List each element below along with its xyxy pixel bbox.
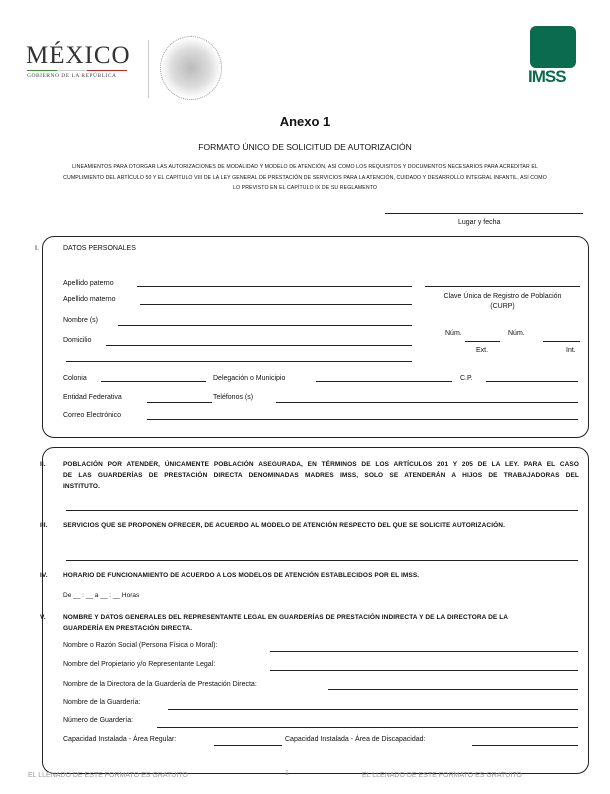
intro-line: CUMPLIMIENTO DEL ARTÍCULO 50 Y EL CAPÍTULO VIII DE LA LEY GENERAL DE PRESTACIÓN DE SERVICIOS PARA LA ATENCIÓN, CUIDADO Y DESARROLLO INTEGRAL INFANTIL, ASÍ COMO	[63, 175, 547, 181]
label-apellido-paterno: Apellido paterno	[63, 280, 114, 287]
label-int: Int.	[566, 347, 576, 354]
place-date-field[interactable]	[385, 213, 583, 214]
delegacion-field[interactable]	[316, 381, 452, 382]
curp-field[interactable]	[425, 286, 580, 287]
label-guarderia: Nombre de la Guardería:	[63, 699, 141, 706]
place-date-label: Lugar y fecha	[458, 219, 501, 226]
section-text: GUARDERÍA EN PRESTACIÓN DIRECTA.	[63, 625, 193, 632]
population-field[interactable]	[66, 510, 578, 511]
footer-right: EL LLENADO DE ESTE FORMATO ES GRATUITO	[362, 772, 522, 779]
domicilio-field-2[interactable]	[66, 361, 412, 362]
section-service-data	[42, 447, 589, 774]
national-seal-icon	[160, 36, 222, 100]
colonia-field[interactable]	[101, 381, 206, 382]
correo-field[interactable]	[147, 419, 578, 420]
imss-logo-text: IMSS	[528, 67, 566, 86]
section-text: HORARIO DE FUNCIONAMIENTO DE ACUERDO A LOS MODELOS DE ATENCIÓN ESTABLECIDOS POR EL IMSS.	[63, 572, 420, 579]
label-num-int: Núm.	[508, 330, 525, 337]
capacidad-regular-field[interactable]	[214, 745, 282, 746]
label-cp: C.P.	[460, 375, 473, 382]
domicilio-field[interactable]	[106, 345, 412, 346]
section-number: IV.	[40, 572, 48, 579]
section-text: NOMBRE Y DATOS GENERALES DEL REPRESENTANTE LEGAL EN GUARDERÍAS DE PRESTACIÓN INDIRECTA Y DE LA DIRECTORA DE LA	[63, 614, 509, 621]
entidad-field[interactable]	[147, 402, 212, 403]
schedule-field[interactable]: De __ : __ a __ : __ Horas	[63, 592, 140, 599]
section-number: V.	[40, 614, 46, 621]
nombre-field[interactable]	[118, 325, 412, 326]
divider	[148, 40, 149, 98]
directora-field[interactable]	[328, 689, 578, 690]
label-entidad: Entidad Federativa	[63, 394, 122, 401]
label-curp-abbr: (CURP)	[490, 303, 515, 310]
razon-social-field[interactable]	[270, 651, 578, 652]
label-apellido-materno: Apellido materno	[63, 296, 116, 303]
label-directora: Nombre de la Directora de la Guardería de Prestación Directa:	[63, 681, 257, 688]
intro-line: LINEAMIENTOS PARA OTORGAR LAS AUTORIZACIONES DE MODALIDAD Y MODELO DE ATENCIÓN, ASÍ COMO LOS REQUISITOS Y DOCUMENTOS NECESARIOS PARA ACREDITAR EL	[72, 164, 538, 170]
intro-line: LO PREVISTO EN EL CAPÍTULO IX DE SU REGLAMENTO	[232, 185, 378, 191]
section-text: INSTITUTO.	[63, 483, 100, 490]
label-colonia: Colonia	[63, 375, 87, 382]
services-field[interactable]	[66, 560, 578, 561]
num-ext-field[interactable]	[465, 341, 500, 342]
numero-guarderia-field[interactable]	[157, 727, 578, 728]
footer-left: EL LLENADO DE ESTE FORMATO ES GRATUITO	[28, 772, 188, 779]
section-text: POBLACIÓN POR ATENDER, ÚNICAMENTE POBLACIÓN ASEGURADA, EN TÉRMINOS DE LOS ARTÍCULOS 201 Y 205 DE LA LEY. PARA EL CASO	[63, 461, 579, 468]
imss-logo	[530, 26, 576, 68]
label-telefonos: Teléfonos (s)	[213, 394, 254, 401]
label-capacidad-discapacidad: Capacidad Instalada - Área de Discapacidad:	[285, 736, 426, 743]
cp-field[interactable]	[486, 381, 578, 382]
label-domicilio: Domicilio	[63, 337, 92, 344]
label-delegacion: Delegación o Municipio	[213, 375, 286, 382]
capacidad-discapacidad-field[interactable]	[472, 745, 578, 746]
label-nombre: Nombre (s)	[63, 317, 99, 324]
mexico-logo-sub: GOBIERNO DE LA REPÚBLICA	[27, 73, 117, 79]
section-personal-data	[42, 236, 589, 438]
label-ext: Ext.	[476, 347, 489, 354]
label-curp: Clave Única de Registro de Población	[443, 293, 562, 300]
apellido-paterno-field[interactable]	[137, 286, 412, 287]
label-propietario: Nombre del Propietario y/o Representante Legal:	[63, 661, 216, 668]
telefonos-field[interactable]	[276, 402, 578, 403]
mexico-logo: MÉXICO	[26, 42, 131, 69]
section-number: II.	[40, 461, 46, 468]
section-title: DATOS PERSONALES	[63, 245, 136, 252]
label-correo: Correo Electrónico	[63, 412, 121, 419]
page-number: 1	[285, 770, 289, 777]
label-capacidad-regular: Capacidad Instalada - Área Regular:	[63, 736, 177, 743]
num-int-field[interactable]	[543, 341, 580, 342]
section-text: SERVICIOS QUE SE PROPONEN OFRECER, DE ACUERDO AL MODELO DE ATENCIÓN RESPECTO DEL QUE SE SOLICITE AUTORIZACIÓN.	[63, 522, 505, 529]
section-text: DE LAS GUARDERÍAS DE PRESTACIÓN DIRECTA DENOMINADAS MADRES IMSS, SOLO SE ATENDERÁN A HIJOS DE TRABAJADORAS DEL	[63, 472, 579, 479]
section-number: III.	[40, 522, 48, 529]
label-razon-social: Nombre o Razón Social (Persona Física o Moral):	[63, 642, 218, 649]
label-num-ext: Núm.	[445, 330, 462, 337]
page-title: Anexo 1	[279, 114, 331, 129]
mexico-logo-stripe	[27, 70, 127, 71]
guarderia-field[interactable]	[168, 709, 578, 710]
page-subtitle: FORMATO ÚNICO DE SOLICITUD DE AUTORIZACIÓN	[198, 142, 412, 152]
label-numero-guarderia: Número de Guardería:	[63, 717, 134, 724]
apellido-materno-field[interactable]	[140, 304, 412, 305]
section-number: I.	[35, 245, 39, 252]
propietario-field[interactable]	[270, 670, 578, 671]
